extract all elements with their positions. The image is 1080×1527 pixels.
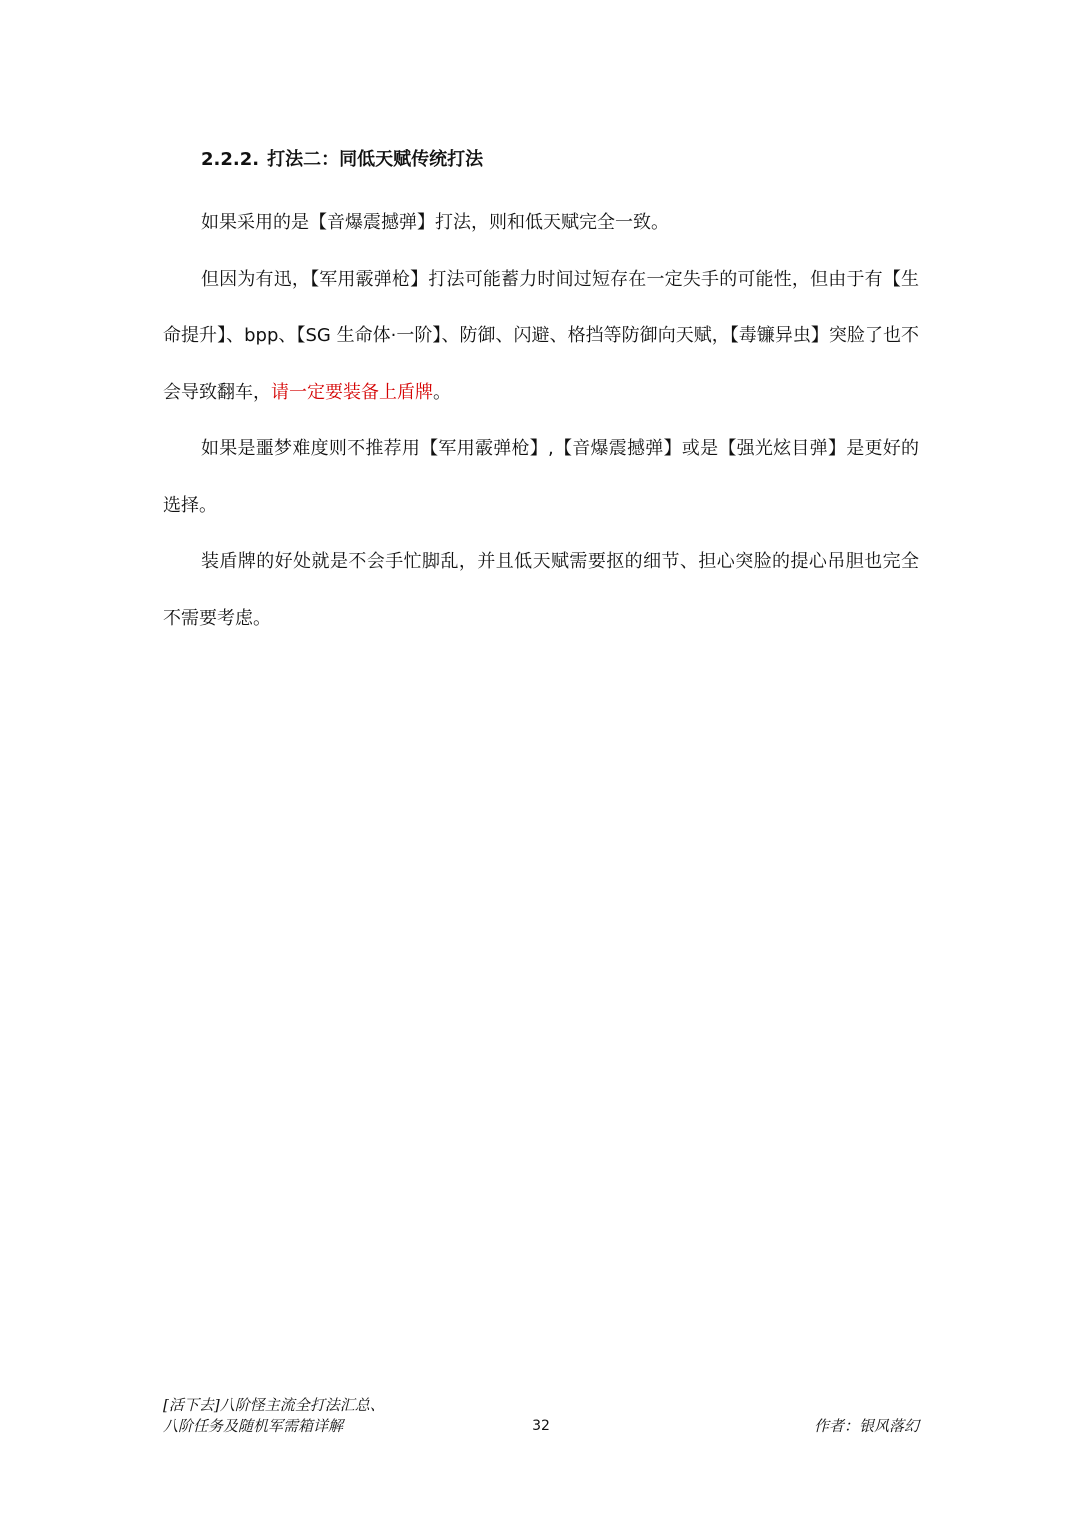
- paragraph-3: 如果是噩梦难度则不推荐用【军用霰弹枪】,【音爆震撼弹】或是【强光炫目弹】是更好的选择。: [163, 438, 919, 516]
- body-text: [163, 195, 919, 647]
- paragraph-4: 装盾牌的好处就是不会手忙脚乱，并且低天赋需要抠的细节、担心突脸的提心吊胆也完全不需要考虑。: [163, 551, 919, 629]
- page-footer: [163, 1395, 919, 1441]
- paragraph-1: 如果采用的是【音爆震撼弹】打法，则和低天赋完全一致。: [201, 212, 669, 233]
- page-number: 32: [532, 1418, 550, 1434]
- section-number: 2.2.2.: [201, 149, 260, 170]
- paragraph-2-end: 。: [433, 381, 451, 403]
- footer-title-line-2: 八阶任务及随机军需箱详解: [163, 1417, 344, 1435]
- section-heading: [201, 146, 483, 174]
- shield-warning: 请一定要装备上盾牌: [271, 381, 433, 403]
- footer-author: 作者：银风落幻: [813, 1417, 919, 1435]
- section-title: 打法二：同低天赋传统打法: [267, 149, 484, 170]
- paragraph-2-text: 但因为有迅，【军用霰弹枪】打法可能蓄力时间过短存在一定失手的可能性，但由于有【生命提升】、bpp、【SG 生命体·一阶】、防御、闪避、格挡等防御向天赋，【毒镰异虫】突脸了也不会导致翻车，: [163, 268, 919, 403]
- footer-title-line-1: [活下去]八阶怪主流全打法汇总、: [163, 1396, 385, 1414]
- footer-document-title: [163, 1395, 385, 1437]
- paragraph-2: [163, 252, 919, 422]
